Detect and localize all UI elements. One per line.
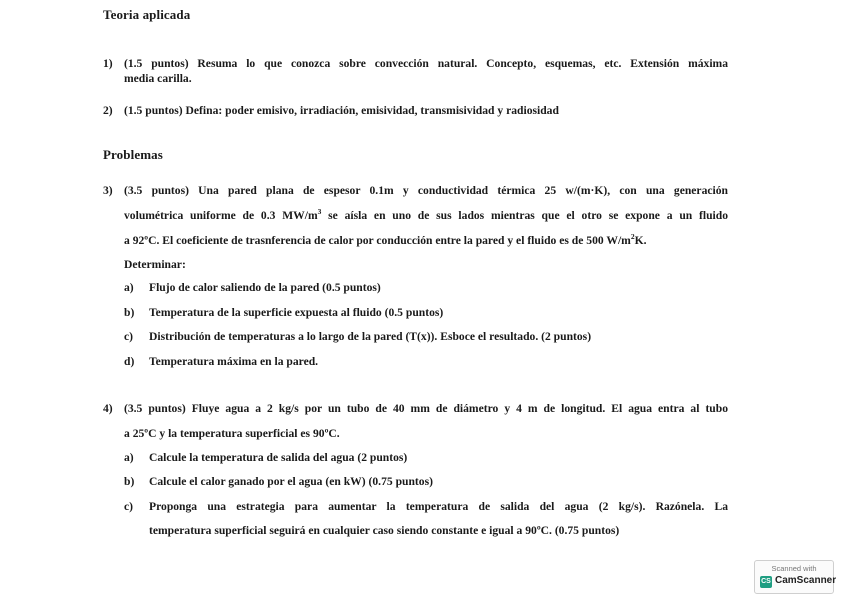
q3-line3-post: K. — [634, 234, 647, 247]
q1-line1: (1.5 puntos) Resuma lo que conozca sobre convección natural. Concepto, esquemas, etc. Extensión máxima — [124, 57, 728, 70]
q3-item-a-text: Flujo de calor saliendo de la pared (0.5 puntos) — [149, 281, 381, 294]
q3-item-c-text: Distribución de temperaturas a lo largo de la pared (T(x)). Esboce el resultado. (2 puntos) — [149, 330, 592, 343]
theory-heading: Teoria aplicada — [103, 7, 191, 22]
q3-item-d-label: d) — [124, 355, 135, 368]
q3-line4: Determinar: — [124, 258, 186, 271]
q3-line3-pre: a 92ºC. El coeficiente de trasnferencia de calor por conducción entre la pared y el fluido es de 500 W/m — [124, 234, 631, 247]
q3-item-b-label: b) — [124, 306, 135, 319]
q3-line2 — [124, 209, 728, 222]
problems-heading: Problemas — [103, 147, 163, 162]
q3-line1: (3.5 puntos) Una pared plana de espesor 0.1m y conductividad térmica 25 w/(m·K), con una generación — [124, 184, 728, 197]
q3-line3 — [124, 234, 647, 247]
q4-line1: (3.5 puntos) Fluye agua a 2 kg/s por un tubo de 40 mm de diámetro y 4 m de longitud. El agua entra al tubo — [124, 402, 728, 415]
q1-number: 1) — [103, 57, 113, 70]
q1-line2: media carilla. — [124, 72, 192, 85]
q3-line2-pre: volumétrica uniforme de 0.3 MW/m — [124, 209, 318, 222]
q4-item-b-text: Calcule el calor ganado por el agua (en kW) (0.75 puntos) — [149, 475, 433, 488]
q3-item-b-text: Temperatura de la superficie expuesta al fluido (0.5 puntos) — [149, 306, 444, 319]
camscanner-logo-icon: CS — [760, 576, 772, 588]
q3-item-c-label: c) — [124, 330, 134, 343]
q3-number: 3) — [103, 184, 113, 197]
watermark-name: CamScanner — [775, 575, 837, 586]
q2-number: 2) — [103, 104, 113, 117]
q4-number: 4) — [103, 402, 113, 415]
q4-item-c-text: Proponga una estrategia para aumentar la temperatura de salida del agua (2 kg/s). Razónela. La — [149, 500, 728, 513]
q4-item-a-text: Calcule la temperatura de salida del agua (2 puntos) — [149, 451, 408, 464]
camscanner-watermark — [754, 560, 837, 594]
q3-line3-sup: 2 — [630, 232, 635, 242]
q4-item-c-label: c) — [124, 500, 134, 513]
q4-item-b-label: b) — [124, 475, 135, 488]
q2-line1: (1.5 puntos) Defina: poder emisivo, irradiación, emisividad, transmisividad y radiosidad — [124, 104, 559, 117]
q4-item-a-label: a) — [124, 451, 134, 464]
q4-line2: a 25ºC y la temperatura superficial es 90ºC. — [124, 427, 340, 440]
q3-item-d-text: Temperatura máxima en la pared. — [149, 355, 319, 368]
q3-line2-sup: 3 — [317, 207, 322, 217]
q3-item-a-label: a) — [124, 281, 134, 294]
q3-line2-post: se aísla en uno de sus lados mientras que el otro se expone a un fluido — [321, 209, 728, 222]
watermark-top-text: Scanned with — [771, 564, 817, 573]
q4-item-c-line2: temperatura superficial seguirá en cualquier caso siendo constante e igual a 90ºC. (0.75 puntos) — [149, 524, 620, 537]
